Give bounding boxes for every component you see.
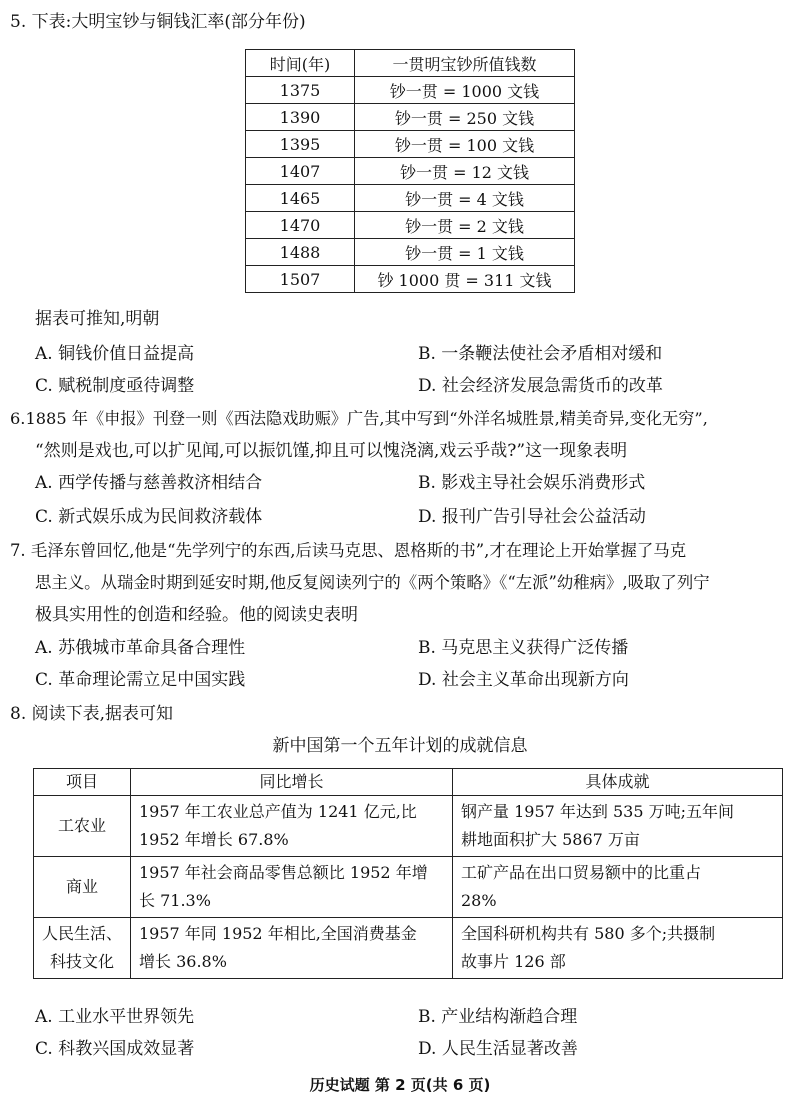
table-row [34,918,783,979]
q6-option-b[interactable]: B. 影戏主导社会娱乐消费形式 [418,473,646,493]
table-cell-year: 1395 [246,131,355,158]
table-cell-rate: 钞一贯 = 2 文钱 [355,212,575,239]
achievement-line: 工矿产品在出口贸易额中的比重占 [461,863,702,882]
achievement-line: 耕地面积扩大 5867 万亩 [461,830,640,849]
q5-exchange-rate-table [245,49,575,293]
table-cell-achievement [453,857,783,918]
table-header-cell: 项目 [34,769,131,796]
q8-option-d[interactable]: D. 人民生活显著改善 [418,1039,578,1059]
table-cell-rate: 钞一贯 = 100 文钱 [355,131,575,158]
table-row [246,77,575,104]
table-cell-rate: 钞一贯 = 12 文钱 [355,158,575,185]
q7-option-b[interactable]: B. 马克思主义获得广泛传播 [418,638,629,658]
growth-line: 增长 36.8% [139,952,227,971]
table-row [246,185,575,212]
table-row [246,212,575,239]
achievement-line: 故事片 126 部 [461,952,566,971]
growth-line: 1957 年社会商品零售总额比 1952 年增 [139,863,428,882]
table-header-cell: 一贯明宝钞所值钱数 [355,50,575,77]
q6-option-a[interactable]: A. 西学传播与慈善救济相结合 [35,473,263,493]
table-cell-year: 1375 [246,77,355,104]
q5-option-d[interactable]: D. 社会经济发展急需货币的改革 [418,376,663,396]
q8-five-year-plan-table [33,768,783,979]
table-cell-rate: 钞 1000 贯 = 311 文钱 [355,266,575,293]
achievement-line: 钢产量 1957 年达到 535 万吨;五年间 [461,802,734,821]
table-row [246,239,575,266]
q7-stem-line-3: 极具实用性的创造和经验。他的阅读史表明 [35,605,358,625]
q7-stem-line-1: 7. 毛泽东曾回忆,他是“先学列宁的东西,后读马克思、恩格斯的书”,才在理论上开始掌握了马克 [10,541,687,560]
q6-stem-line-1: 6.1885 年《申报》刊登一则《西法隐戏助赈》广告,其中写到“外洋名城胜景,精美奇异,变化无穷”, [10,409,708,428]
table-cell-rate: 钞一贯 = 1000 文钱 [355,77,575,104]
table-cell-year: 1470 [246,212,355,239]
table-cell-growth [131,857,453,918]
q6-option-c[interactable]: C. 新式娱乐成为民间救济载体 [35,507,263,527]
q5-option-c[interactable]: C. 赋税制度亟待调整 [35,376,195,396]
q5-option-b[interactable]: B. 一条鞭法使社会矛盾相对缓和 [418,344,663,364]
growth-line: 1957 年工农业总产值为 1241 亿元,比 [139,802,417,821]
q5-stem: 5. 下表:大明宝钞与铜钱汇率(部分年份) [10,12,306,32]
q7-option-a[interactable]: A. 苏俄城市革命具备合理性 [35,638,246,658]
table-cell-rate: 钞一贯 = 4 文钱 [355,185,575,212]
table-cell-year: 1488 [246,239,355,266]
table-row [246,131,575,158]
q8-stem: 8. 阅读下表,据表可知 [10,704,174,724]
q6-option-d[interactable]: D. 报刊广告引导社会公益活动 [418,507,646,527]
table-cell-year: 1390 [246,104,355,131]
table-header-cell: 具体成就 [453,769,783,796]
achievement-line: 全国科研机构共有 580 多个;共摄制 [461,924,716,943]
table-cell-year: 1507 [246,266,355,293]
page-footer: 历史试题 第 2 页(共 6 页) [309,1076,491,1094]
item-label-line: 科技文化 [49,952,114,971]
table-row [34,857,783,918]
q8-option-c[interactable]: C. 科教兴国成效显著 [35,1039,195,1059]
table-cell-item [34,857,131,918]
table-row [246,158,575,185]
growth-line: 长 71.3% [139,891,211,910]
growth-line: 1957 年同 1952 年相比,全国消费基金 [139,924,417,943]
table-cell-item [34,796,131,857]
table-header-row [34,769,783,796]
q5-question: 据表可推知,明朝 [35,309,160,329]
table-header-cell: 同比增长 [131,769,453,796]
table-row [246,266,575,293]
table-cell-growth [131,918,453,979]
table-cell-growth [131,796,453,857]
q6-stem-line-2: “然则是戏也,可以扩见闻,可以振饥馑,抑且可以愧浇漓,戏云乎哉?”这一现象表明 [35,441,628,461]
q5-option-a[interactable]: A. 铜钱价值日益提高 [35,344,195,364]
table-header-cell: 时间(年) [246,50,355,77]
table-cell-rate: 钞一贯 = 1 文钱 [355,239,575,266]
q7-stem-line-2: 思主义。从瑞金时期到延安时期,他反复阅读列宁的《两个策略》《“左派”幼稚病》,吸取了列宁 [35,573,710,592]
q8-option-b[interactable]: B. 产业结构渐趋合理 [418,1007,578,1027]
table-header-row [246,50,575,77]
table-cell-rate: 钞一贯 = 250 文钱 [355,104,575,131]
table-row [246,104,575,131]
q8-option-a[interactable]: A. 工业水平世界领先 [35,1007,195,1027]
item-label: 商业 [65,877,98,896]
table-cell-year: 1407 [246,158,355,185]
table-cell-achievement [453,796,783,857]
q8-table-caption: 新中国第一个五年计划的成就信息 [272,736,528,756]
table-row [34,796,783,857]
q7-option-d[interactable]: D. 社会主义革命出现新方向 [418,670,629,690]
table-cell-item [34,918,131,979]
table-cell-year: 1465 [246,185,355,212]
q7-option-c[interactable]: C. 革命理论需立足中国实践 [35,670,246,690]
achievement-line: 28% [461,891,497,910]
growth-line: 1952 年增长 67.8% [139,830,289,849]
table-cell-achievement [453,918,783,979]
item-label: 工农业 [57,816,106,835]
item-label-line: 人民生活、 [41,924,122,943]
